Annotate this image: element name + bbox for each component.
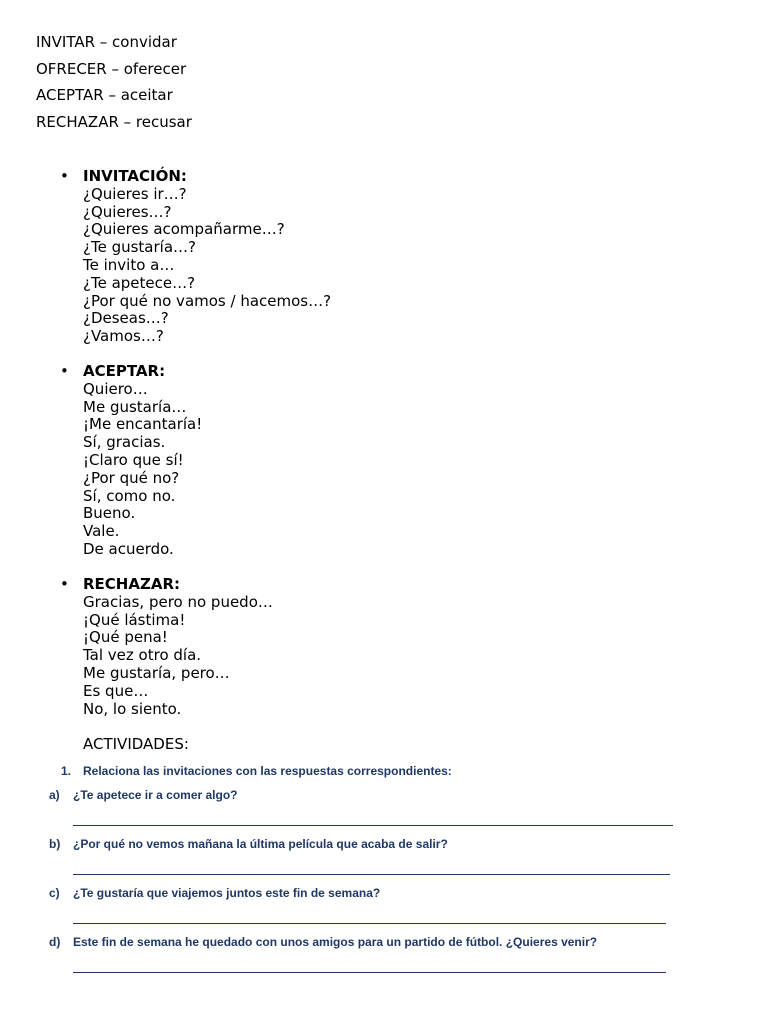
task-instruction	[61, 764, 452, 778]
answer-line-a[interactable]	[73, 825, 673, 826]
phrase-item: Es que…	[83, 681, 149, 700]
question-text: ¿Te gustaría que viajemos juntos este fin de semana?	[73, 886, 381, 900]
answer-line-b[interactable]	[73, 874, 670, 875]
phrase-item: Tal vez otro día.	[83, 646, 202, 665]
question-letter: b)	[49, 837, 61, 851]
phrase-item: ¿Te gustaría…?	[83, 238, 196, 257]
question-letter: d)	[49, 935, 61, 949]
section-title-invitacion: INVITACIÓN:	[83, 167, 187, 185]
vocabulary-list	[36, 33, 192, 140]
phrase-item: Me gustaría, pero…	[83, 663, 230, 682]
phrase-item: ¿Por qué no vamos / hacemos…?	[83, 291, 332, 310]
phrase-item: ¿Vamos…?	[83, 327, 164, 346]
task-text: Relaciona las invitaciones con las respuestas correspondientes:	[83, 764, 452, 778]
section-title-aceptar: ACEPTAR:	[83, 362, 166, 380]
activities-heading: ACTIVIDADES:	[83, 735, 189, 753]
phrase-item: Sí, como no.	[83, 486, 176, 505]
phrase-item: ¿Quieres acompañarme…?	[83, 220, 285, 239]
vocab-item-rechazar: RECHAZAR – recusar	[36, 113, 192, 132]
phrase-item: ¡Claro que sí!	[83, 450, 184, 469]
question-text: Este fin de semana he quedado con unos amigos para un partido de fútbol. ¿Quieres venir?	[73, 935, 598, 949]
question-b	[49, 837, 448, 851]
bullet-icon: •	[60, 575, 69, 593]
answer-line-c[interactable]	[73, 923, 666, 924]
phrase-item: ¿Te apetece…?	[83, 273, 196, 292]
question-a	[49, 788, 238, 802]
question-letter: a)	[49, 788, 60, 802]
phrase-item: ¿Por qué no?	[83, 468, 180, 487]
phrase-item: Bueno.	[83, 504, 136, 523]
phrase-item: ¿Quieres ir…?	[83, 184, 187, 203]
task-number: 1.	[61, 764, 72, 778]
vocab-item-ofrecer: OFRECER – oferecer	[36, 59, 187, 78]
bullet-icon: •	[60, 362, 69, 380]
vocab-item-invitar: INVITAR – convidar	[36, 33, 177, 51]
phrase-item: ¡Qué lástima!	[83, 610, 186, 629]
phrase-item: ¡Me encantaría!	[83, 415, 203, 434]
answer-line-d[interactable]	[73, 972, 666, 973]
phrase-item: ¡Qué pena!	[83, 628, 168, 647]
bullet-icon: •	[60, 167, 69, 185]
phrase-item: ¿Quieres…?	[83, 202, 172, 221]
phrase-item: De acuerdo.	[83, 539, 174, 558]
question-d	[49, 935, 597, 949]
phrase-item: Vale.	[83, 522, 120, 541]
phrase-item: No, lo siento.	[83, 699, 182, 718]
phrase-item: Sí, gracias.	[83, 433, 166, 452]
question-text: ¿Por qué no vemos mañana la última película que acaba de salir?	[73, 837, 448, 851]
section-title-rechazar: RECHAZAR:	[83, 575, 181, 593]
phrase-item: Me gustaría…	[83, 397, 187, 416]
phrase-item: Te invito a…	[83, 255, 175, 274]
phrase-item: Quiero…	[83, 379, 148, 398]
question-c	[49, 886, 380, 900]
question-letter: c)	[49, 886, 60, 900]
phrase-item: ¿Deseas…?	[83, 309, 169, 328]
phrase-item: Gracias, pero no puedo…	[83, 592, 273, 611]
vocab-item-aceptar: ACEPTAR – aceitar	[36, 86, 173, 105]
question-text: ¿Te apetece ir a comer algo?	[73, 788, 238, 802]
